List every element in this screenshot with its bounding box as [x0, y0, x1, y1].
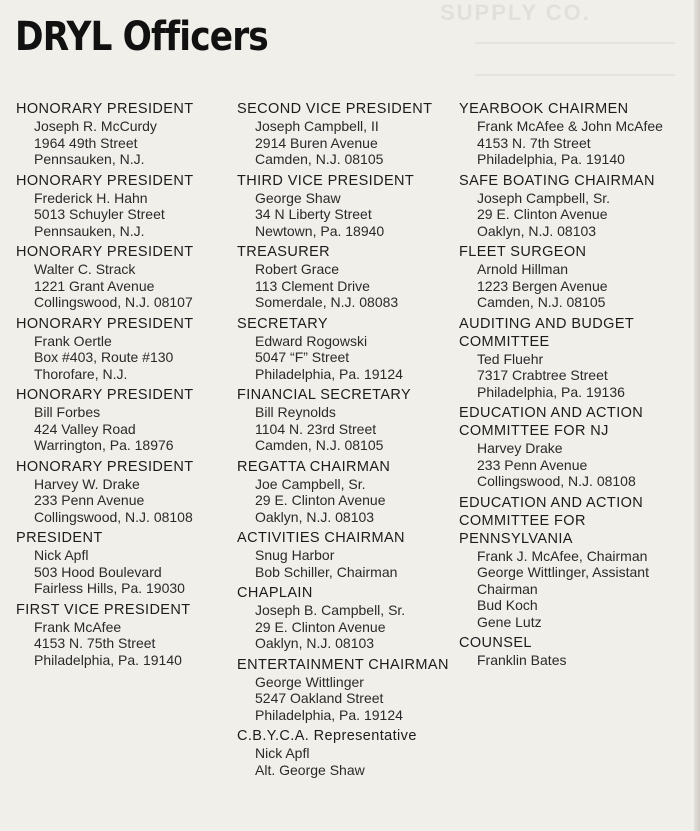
- officer-role: HONORARY PRESIDENT: [16, 458, 194, 475]
- officer-detail: Philadelphia, Pa. 19124: [255, 706, 403, 723]
- officer-entry: [237, 386, 453, 454]
- officer-detail: Collingswood, N.J. 08108: [477, 473, 636, 489]
- officer-detail: 5247 Oakland Street: [255, 690, 384, 706]
- officer-entry: [459, 634, 695, 669]
- show-through-lines: [475, 42, 675, 76]
- show-through-text: SUPPLY CO.: [440, 0, 591, 25]
- officers-column-1: [16, 100, 230, 672]
- officer-detail: 4153 N. 7th Street: [477, 134, 591, 151]
- officer-name: Joseph Campbell, II: [255, 118, 379, 134]
- officer-name: Bill Forbes: [34, 404, 101, 420]
- officer-name: Nick Apfl: [255, 745, 310, 761]
- officer-role: HONORARY PRESIDENT: [16, 172, 194, 189]
- officer-entry: [237, 172, 453, 240]
- officer-name: Joseph Campbell, Sr.: [477, 189, 611, 206]
- officer-detail: Oaklyn, N.J. 08103: [255, 508, 375, 525]
- officer-role: SAFE BOATING CHAIRMAN: [459, 172, 655, 189]
- officer-entry: [16, 458, 230, 526]
- officer-role: PRESIDENT: [16, 530, 103, 546]
- officer-detail: Gene Lutz: [477, 613, 542, 630]
- officer-entry: [16, 315, 230, 383]
- officer-detail: Box #403, Route #130: [34, 349, 174, 365]
- officer-entry: [459, 100, 695, 168]
- officer-role: C.B.Y.C.A. Representative: [237, 728, 417, 744]
- officer-entry: [237, 315, 453, 383]
- officer-name: Frederick H. Hahn: [34, 189, 148, 206]
- officer-detail: Thorofare, N.J.: [34, 365, 128, 382]
- officer-role: HONORARY PRESIDENT: [16, 244, 194, 260]
- officer-name: Franklin Bates: [477, 652, 567, 668]
- officer-name: Robert Grace: [255, 261, 340, 277]
- officer-name: Frank Oertle: [34, 332, 112, 349]
- officer-entry: [237, 458, 453, 526]
- officer-detail: 29 E. Clinton Avenue: [477, 206, 608, 222]
- officer-detail: 5047 “F” Street: [255, 349, 350, 365]
- officer-entry: [237, 243, 453, 311]
- officer-name: Walter C. Strack: [34, 261, 136, 277]
- officer-entry: [237, 727, 453, 778]
- officer-name: Ted Fluehr: [477, 350, 544, 367]
- officer-detail: Chairman: [477, 580, 538, 597]
- officer-entry: [16, 243, 230, 311]
- officer-role: FINANCIAL SECRETARY: [237, 387, 412, 403]
- officer-role: CHAPLAIN: [237, 585, 313, 601]
- officer-role: SECOND VICE PRESIDENT: [237, 101, 433, 117]
- officer-detail: Warrington, Pa. 18976: [34, 437, 174, 453]
- officer-role: EDUCATION AND ACTION: [459, 494, 644, 511]
- officer-detail: 29 E. Clinton Avenue: [255, 618, 386, 635]
- officer-detail: 1221 Grant Avenue: [34, 277, 155, 294]
- officer-role: COUNSEL: [459, 635, 532, 651]
- page-title: DRYL Officers: [15, 14, 268, 60]
- officer-name: Bill Reynolds: [255, 404, 336, 420]
- officer-name: Frank McAfee & John McAfee: [477, 118, 663, 134]
- officer-role: COMMITTEE FOR: [459, 512, 586, 529]
- officer-entry: [16, 386, 230, 454]
- officer-name: George Wittlinger: [255, 673, 364, 690]
- officer-name: Nick Apfl: [34, 547, 89, 563]
- officer-detail: Fairless Hills, Pa. 19030: [34, 580, 185, 596]
- officer-role: AUDITING AND BUDGET: [459, 315, 635, 332]
- officer-role: HONORARY PRESIDENT: [16, 387, 194, 403]
- officer-detail: Somerdale, N.J. 08083: [255, 294, 399, 310]
- officer-detail: Oaklyn, N.J. 08103: [477, 222, 597, 239]
- officer-detail: 1104 N. 23rd Street: [255, 420, 377, 437]
- officer-role: FIRST VICE PRESIDENT: [16, 601, 191, 618]
- officer-entry: [459, 243, 695, 311]
- officer-detail: 1964 49th Street: [34, 134, 138, 151]
- officer-role: PENNSYLVANIA: [459, 530, 573, 547]
- officer-name: Arnold Hillman: [477, 261, 569, 277]
- officer-role: EDUCATION AND ACTION: [459, 405, 644, 421]
- officer-entry: [459, 172, 695, 240]
- officer-detail: Bob Schiller, Chairman: [255, 563, 398, 580]
- officer-detail: Philadelphia, Pa. 19140: [34, 651, 182, 668]
- officer-detail: Camden, N.J. 08105: [477, 294, 606, 310]
- officer-role: ACTIVITIES CHAIRMAN: [237, 530, 405, 546]
- officer-entry: [16, 601, 230, 669]
- officer-detail: Camden, N.J. 08105: [255, 437, 384, 453]
- officer-role: TREASURER: [237, 244, 331, 260]
- officer-entry: [237, 656, 453, 724]
- officer-entry: [237, 584, 453, 652]
- officer-role: FLEET SURGEON: [459, 244, 587, 260]
- officer-detail: 233 Penn Avenue: [34, 492, 145, 508]
- officer-name: Joseph B. Campbell, Sr.: [255, 602, 406, 618]
- officer-entry: [16, 529, 230, 597]
- officer-detail: 503 Hood Boulevard: [34, 563, 162, 580]
- officer-name: Joseph R. McCurdy: [34, 118, 157, 134]
- officer-detail: Collingswood, N.J. 08107: [34, 294, 193, 310]
- officer-entry: [459, 404, 695, 490]
- officer-name: Snug Harbor: [255, 547, 335, 563]
- officer-detail: 424 Valley Road: [34, 420, 136, 437]
- officer-detail: Philadelphia, Pa. 19136: [477, 383, 625, 400]
- officer-detail: 34 N Liberty Street: [255, 206, 372, 222]
- officer-detail: 5013 Schuyler Street: [34, 206, 165, 222]
- officer-detail: 113 Clement Drive: [255, 277, 370, 294]
- officer-entry: [459, 315, 695, 401]
- officer-detail: 2914 Buren Avenue: [255, 134, 378, 151]
- officer-detail: 1223 Bergen Avenue: [477, 277, 608, 294]
- officer-detail: Bud Koch: [477, 597, 538, 613]
- officer-name: Joe Campbell, Sr.: [255, 475, 366, 492]
- officer-name: Harvey W. Drake: [34, 475, 140, 492]
- officer-role: ENTERTAINMENT CHAIRMAN: [237, 656, 449, 673]
- officer-detail: 4153 N. 75th Street: [34, 635, 156, 651]
- officer-detail: Collingswood, N.J. 08108: [34, 508, 193, 525]
- officer-name: Frank J. McAfee, Chairman: [477, 547, 648, 564]
- officers-column-2: [237, 100, 453, 782]
- officer-detail: 7317 Crabtree Street: [477, 367, 608, 383]
- officer-detail: Philadelphia, Pa. 19124: [255, 365, 403, 382]
- officer-role: THIRD VICE PRESIDENT: [237, 172, 415, 189]
- officer-detail: Pennsauken, N.J.: [34, 222, 145, 239]
- officer-name: George Shaw: [255, 189, 341, 206]
- officer-role: HONORARY PRESIDENT: [16, 315, 194, 332]
- officer-entry: [16, 172, 230, 240]
- officer-detail: George Wittlinger, Assistant: [477, 564, 649, 580]
- officer-name: Harvey Drake: [477, 440, 563, 456]
- officer-entry: [237, 529, 453, 580]
- officer-entry: [459, 494, 695, 631]
- officer-detail: Philadelphia, Pa. 19140: [477, 151, 625, 167]
- officer-detail: Oaklyn, N.J. 08103: [255, 635, 375, 651]
- officer-role: COMMITTEE FOR NJ: [459, 423, 609, 439]
- officer-detail: 233 Penn Avenue: [477, 456, 588, 473]
- officer-role: HONORARY PRESIDENT: [16, 101, 194, 117]
- officers-column-3: [459, 100, 695, 673]
- officer-detail: Pennsauken, N.J.: [34, 151, 145, 167]
- officer-detail: Alt. George Shaw: [255, 761, 365, 778]
- officer-name: Edward Rogowski: [255, 332, 368, 349]
- officer-entry: [237, 100, 453, 168]
- officer-detail: Camden, N.J. 08105: [255, 151, 384, 167]
- officer-entry: [16, 100, 230, 168]
- officer-detail: Newtown, Pa. 18940: [255, 222, 385, 239]
- officer-role: REGATTA CHAIRMAN: [237, 458, 391, 475]
- officer-role: SECRETARY: [237, 315, 328, 332]
- officer-name: Frank McAfee: [34, 618, 122, 635]
- officer-role: YEARBOOK CHAIRMEN: [459, 101, 629, 117]
- officer-role: COMMITTEE: [459, 333, 550, 350]
- officer-detail: 29 E. Clinton Avenue: [255, 492, 386, 508]
